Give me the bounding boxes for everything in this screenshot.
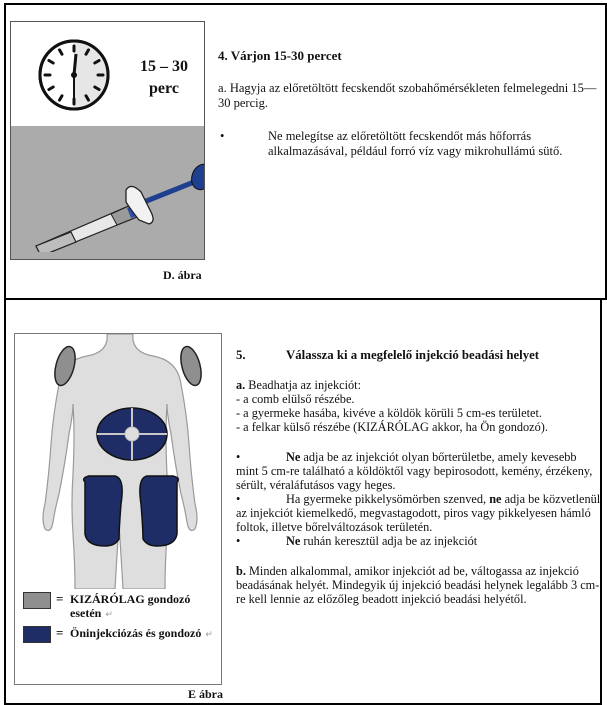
legend-swatch-gray (23, 592, 51, 609)
step-4-paragraph-a (218, 81, 598, 111)
legend-equals: = (56, 625, 64, 640)
bullet-icon: • (236, 450, 241, 464)
warning-text: ruhán keresztül adja be az injekciót (300, 534, 478, 548)
return-mark-icon: ↵ (205, 629, 213, 639)
paragraph-a-text: . Hagyja az előretöltött fecskendőt szobahőmérsékleten felmelegedni 15—30 percig. (218, 81, 597, 110)
warning-text: adja be az injekciót olyan bőrterületbe, amely kevesebb mint 5 cm-re található a köldöktől vagy bepirosodott, kemény, érzékeny, sérült, véraláfutásos vagy heges. (236, 450, 593, 492)
legend-item-caregiver-only (23, 592, 218, 621)
paragraph-a-label: a. (236, 378, 246, 392)
injection-sites (236, 378, 602, 434)
figure-e-caption: E ábra (188, 687, 224, 701)
prefilled-syringe-icon (31, 162, 205, 252)
site-item-abdomen: - a gyermeke hasába, kivéve a köldök körüli 5 cm-es területet. (236, 406, 542, 420)
body-diagram-icon (15, 334, 222, 589)
legend-label: KIZÁRÓLAG gondozó esetén (70, 592, 191, 620)
site-item-upper-arm: - a felkar külső részébe (KIZÁRÓLAG akkor, ha Ön gondozó). (236, 420, 548, 434)
wait-time-value: 15 – 30 (140, 58, 188, 75)
warning-item (236, 534, 602, 548)
legend-equals: = (56, 591, 64, 606)
warning-lead: Ha gyermeke pikkelysömörben szenved, (286, 492, 490, 506)
paragraph-a-label: a (218, 81, 224, 95)
return-mark-icon: ↵ (105, 609, 113, 619)
step-5-heading (236, 348, 602, 362)
bullet-icon: • (236, 534, 241, 548)
wait-time-label (129, 56, 199, 100)
paragraph-a-intro: Beadhatja az injekciót: (245, 378, 361, 392)
step-4-warning (218, 129, 598, 159)
figure-e (14, 333, 222, 685)
warning-lead: Ne (286, 534, 301, 548)
warning-lead: Ne (286, 450, 301, 464)
warning-text: Ne melegítse az előretöltött fecskendőt más hőforrás alkalmazásával, például forró víz vagy mikrohullámú sütő. (268, 129, 563, 158)
step-5-number: 5. (236, 348, 246, 362)
bullet-icon: • (220, 129, 225, 143)
warning-item (236, 492, 602, 534)
figure-d-caption: D. ábra (163, 268, 202, 282)
bullet-icon: • (236, 492, 241, 506)
wait-time-unit: perc (149, 80, 179, 97)
warning-item (236, 450, 602, 492)
legend-item-self-and-caregiver (23, 626, 218, 643)
step-5-title: Válassza ki a megfelelő injekció beadási helyet (286, 348, 540, 362)
legend-swatch-navy (23, 626, 51, 643)
warning-emphasis: ne (489, 492, 502, 506)
figure-e-legend (23, 592, 218, 648)
step-5-text (236, 348, 602, 622)
step-4-heading: 4. Várjon 15-30 percet (218, 48, 342, 63)
legend-label: Öninjekciózás és gondozó (70, 626, 202, 640)
paragraph-b-label: b. (236, 564, 246, 578)
step-4-text (218, 48, 598, 159)
rotation-paragraph (236, 564, 602, 606)
paragraph-b-text: Minden alkalommal, amikor injekciót ad be, váltogassa az injekció beadásának helyét. Mindegyik új injekció beadási helynek legalább 3 cm-re kell lennie az előzőleg beadott injekció beadási helyétől. (236, 564, 600, 606)
injection-warnings (236, 450, 602, 548)
site-item-thigh: - a comb elülső részébe. (236, 392, 355, 406)
clock-icon (37, 38, 111, 112)
figure-d (10, 21, 205, 260)
warning-text: adja be közvetlenül az injekciót kiemelkedő, megvastagodott, piros vagy pikkelyesen hámló foltok, illetve bőrelváltozások területén. (236, 492, 601, 534)
